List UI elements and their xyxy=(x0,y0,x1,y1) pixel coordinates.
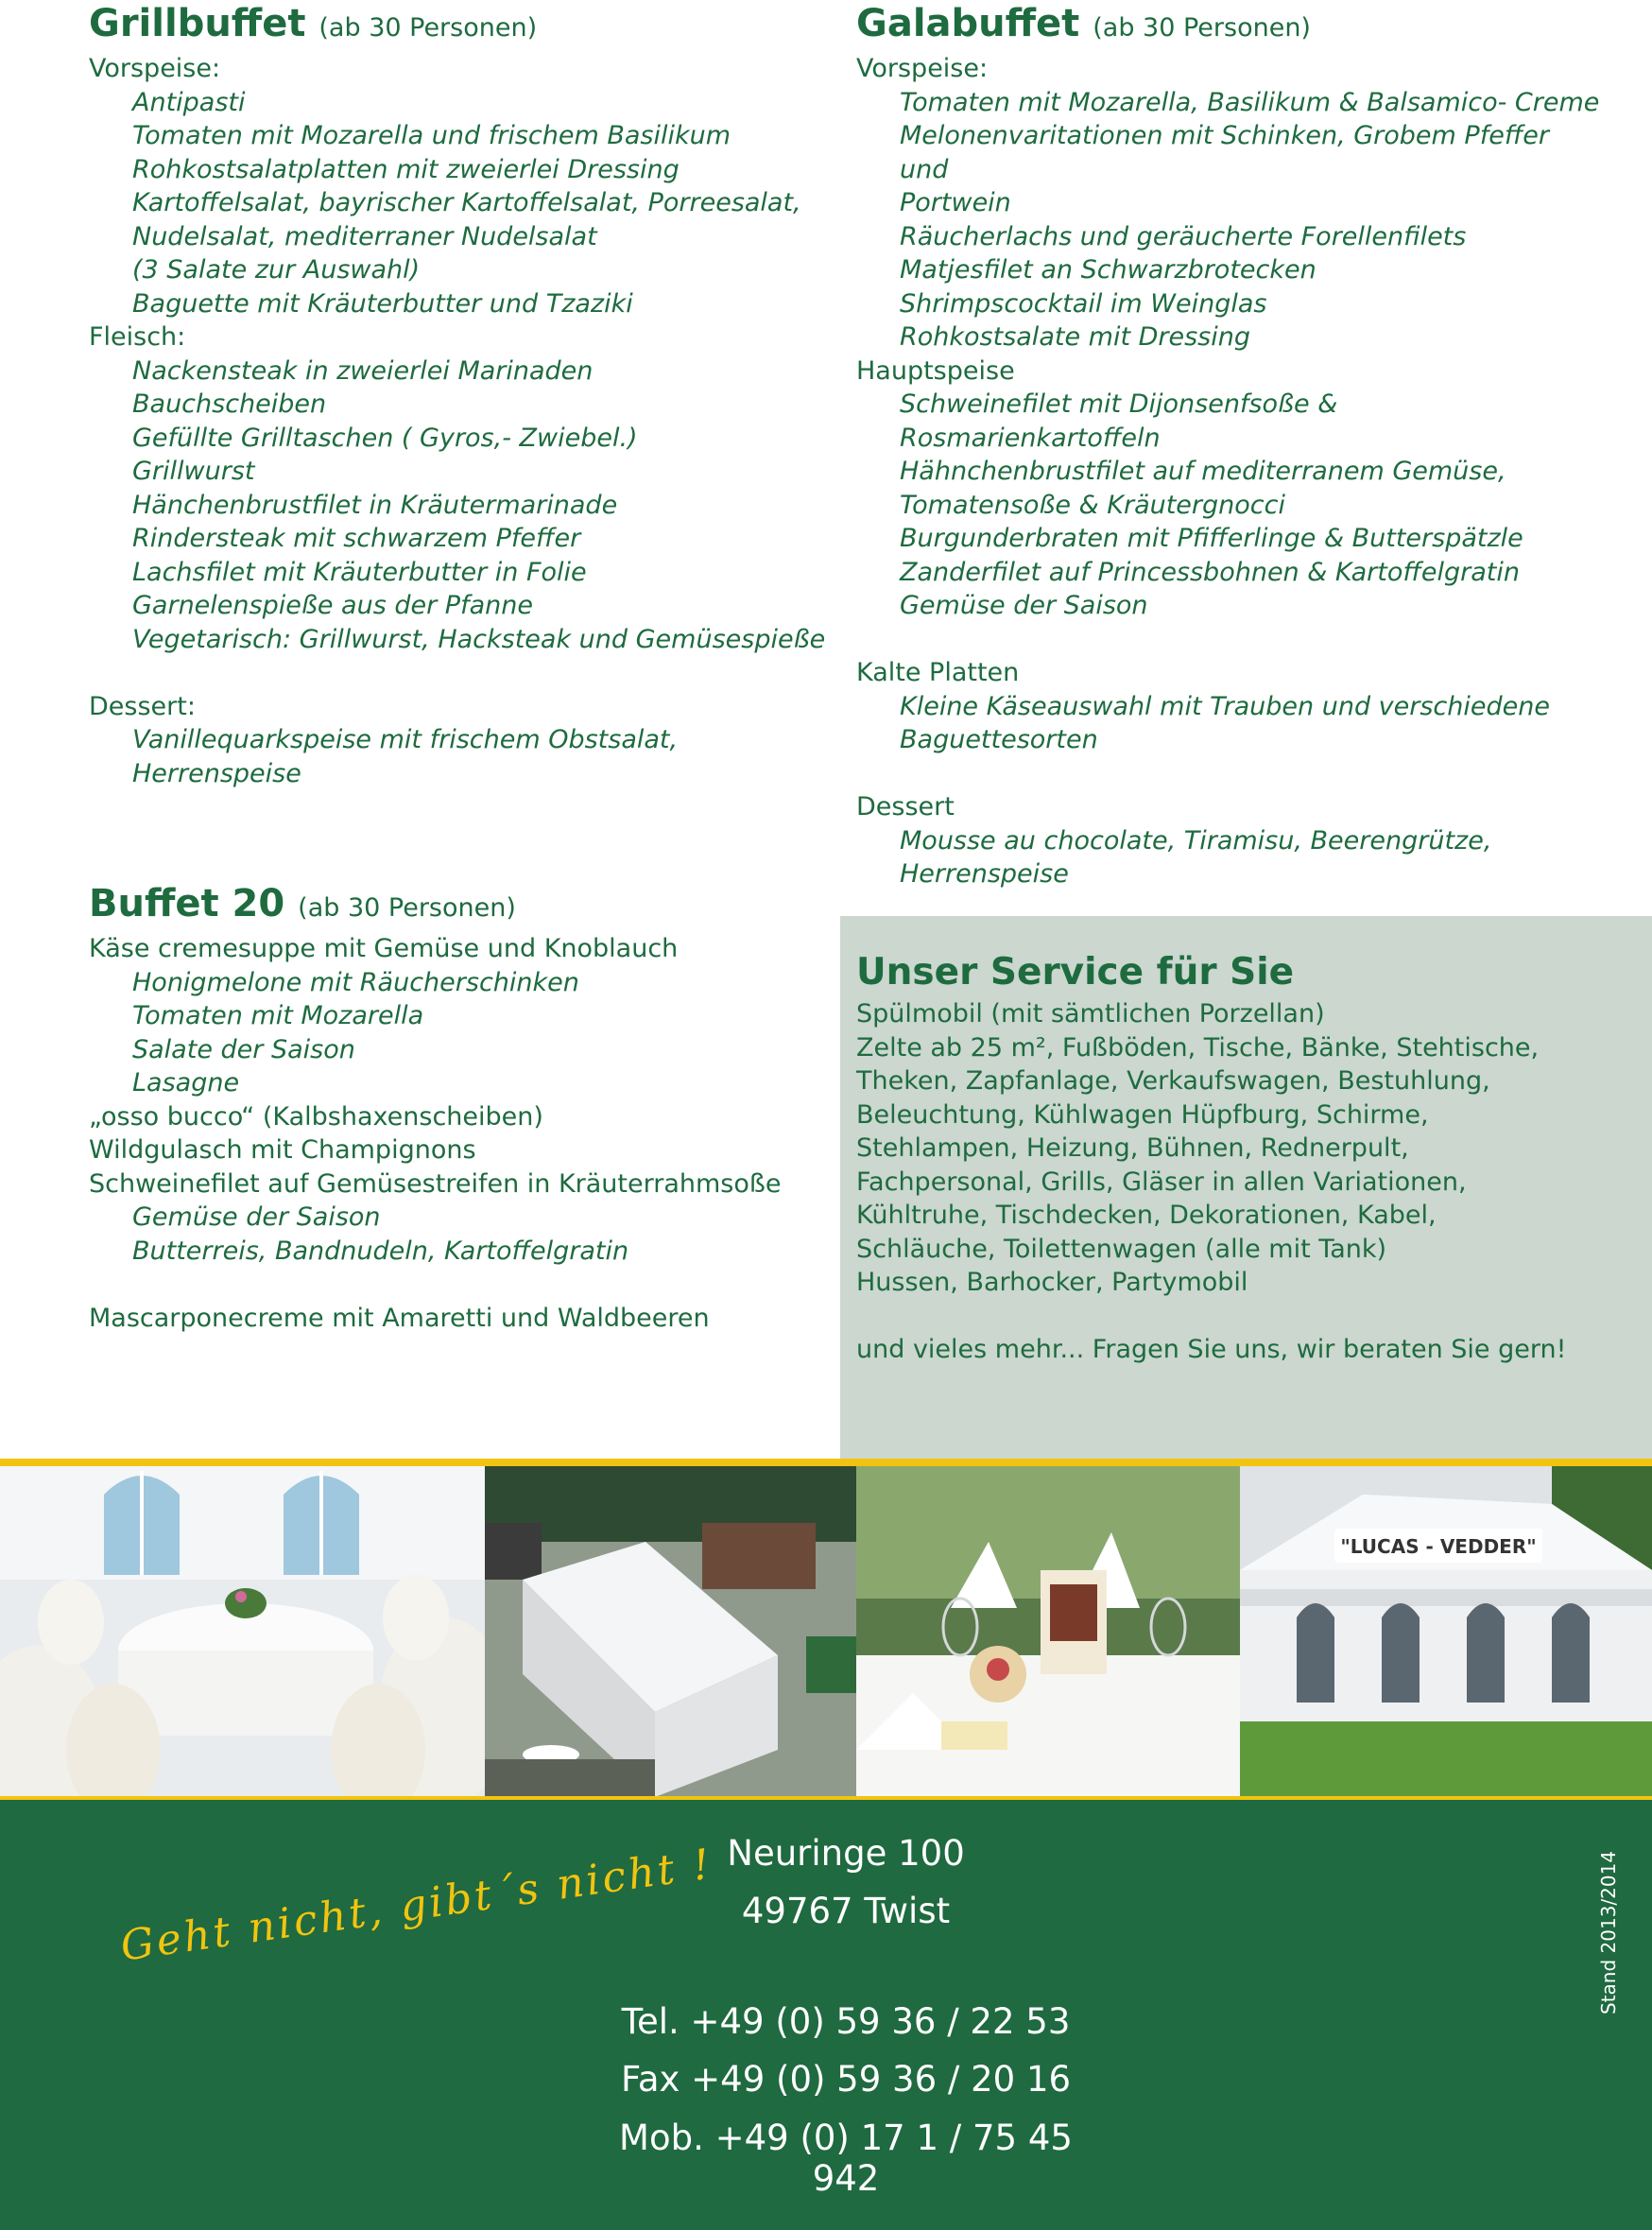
menu-item: Matjesfilet an Schwarzbrotecken xyxy=(900,255,1316,285)
service-line: Hussen, Barhocker, Partymobil xyxy=(856,1268,1248,1297)
menu-item: Nackensteak in zweierlei Marinaden xyxy=(132,355,594,386)
service-list xyxy=(856,997,1636,1300)
grillbuffet-dessert-list xyxy=(89,723,845,790)
menu-item: Baguette mit Kräuterbutter und Tzaziki xyxy=(132,288,633,319)
menu-item: Tomatensoße & Kräutergnocci xyxy=(900,490,1285,520)
menu-item: Käse cremesuppe mit Gemüse und Knoblauch xyxy=(89,934,679,963)
menu-item: Tomaten mit Mozarella und frischem Basilikum xyxy=(132,121,731,150)
menu-item: Zanderfilet auf Princessbohnen & Kartoffelgratin xyxy=(900,557,1520,587)
photo-tent-exterior xyxy=(1240,1466,1652,1800)
tent-sign-text: "LUCAS - VEDDER" xyxy=(1340,1535,1537,1558)
grillbuffet-fleisch-list xyxy=(89,354,845,657)
buffet20-list xyxy=(89,932,845,1268)
menu-item: Bauchscheiben xyxy=(132,389,327,419)
galabuffet-dessert-list xyxy=(856,824,1603,891)
menu-item: (3 Salate zur Auswahl) xyxy=(132,255,421,285)
slogan: Geht nicht, gibt´s nicht ! xyxy=(117,1840,716,1971)
galabuffet-subtitle: (ab 30 Personen) xyxy=(1093,13,1311,43)
address-street: Neuringe 100 xyxy=(727,1833,965,1874)
phone-number: Tel. +49 (0) 59 36 / 22 53 xyxy=(621,2001,1071,2042)
menu-item: Garnelenspieße aus der Pfanne xyxy=(132,591,533,620)
menu-item: Herrenspeise xyxy=(900,859,1069,889)
galabuffet-dessert-label: Dessert xyxy=(856,792,955,821)
menu-item: Burgunderbraten mit Pfifferlinge & Butterspätzle xyxy=(900,524,1523,553)
menu-item: Lasagne xyxy=(132,1068,240,1098)
menu-item: Schweinefilet auf Gemüsestreifen in Kräuterrahmsoße xyxy=(89,1168,782,1199)
menu-item: Rohkostsalate mit Dressing xyxy=(900,322,1250,352)
galabuffet-title-text: Galabuffet xyxy=(856,2,1080,45)
menu-item: Melonenvaritationen mit Schinken, Grobem Pfeffer und xyxy=(900,121,1550,184)
menu-item: Kleine Käseauswahl mit Trauben und verschiedene xyxy=(900,691,1550,721)
menu-item: Honigmelone mit Räucherschinken xyxy=(132,967,579,997)
menu-item: Lachsfilet mit Kräuterbutter in Folie xyxy=(132,557,587,587)
galabuffet-title xyxy=(856,0,1603,52)
menu-item: Nudelsalat, mediterraner Nudelsalat xyxy=(132,221,597,251)
buffet20-dessert: Mascarponecreme mit Amaretti und Waldbeeren xyxy=(89,1303,710,1333)
menu-item: Baguettesorten xyxy=(900,725,1098,754)
menu-item: „osso bucco“ (Kalbshaxenscheiben) xyxy=(89,1101,543,1132)
photo-banquet-hall xyxy=(0,1466,485,1800)
service-line: Fachpersonal, Grills, Gläser in allen Variationen, xyxy=(856,1167,1467,1197)
galabuffet-vorspeise-label: Vorspeise: xyxy=(856,54,989,83)
grillbuffet-vorspeise-list xyxy=(89,86,845,321)
menu-item: Hähnchenbrustfilet auf mediterranem Gemüse, xyxy=(900,457,1506,486)
menu-item: Kartoffelsalat, bayrischer Kartoffelsalat, Porreesalat, xyxy=(132,188,801,217)
menu-item: Butterreis, Bandnudeln, Kartoffelgratin xyxy=(132,1236,629,1266)
grillbuffet-title-text: Grillbuffet xyxy=(89,2,306,45)
menu-item: Räucherlachs und geräucherte Forellenfilets xyxy=(900,221,1467,251)
menu-item: Rindersteak mit schwarzem Pfeffer xyxy=(132,524,581,553)
menu-item: Hänchenbrustfilet in Kräutermarinade xyxy=(132,490,618,520)
photo-strip xyxy=(0,1466,1652,1800)
menu-item: Schweinefilet mit Dijonsenfsoße & Rosmarienkartoffeln xyxy=(900,389,1338,453)
menu-item: Tomaten mit Mozarella xyxy=(132,1001,424,1030)
menu-item: Wildgulasch mit Champignons xyxy=(89,1135,476,1165)
service-closing: und vieles mehr... Fragen Sie uns, wir beraten Sie gern! xyxy=(856,1335,1567,1364)
buffet20-subtitle: (ab 30 Personen) xyxy=(298,893,516,923)
mobile-number: Mob. +49 (0) 17 1 / 75 45 942 xyxy=(619,2118,1073,2199)
menu-item: Portwein xyxy=(900,188,1011,217)
grillbuffet-fleisch-label: Fleisch: xyxy=(89,322,186,352)
galabuffet-kalt-label: Kalte Platten xyxy=(856,658,1020,687)
menu-item: Mousse au chocolate, Tiramisu, Beerengrütze, xyxy=(900,825,1492,856)
service-line: Theken, Zapfanlage, Verkaufswagen, Bestuhlung, xyxy=(856,1066,1490,1096)
grillbuffet-title xyxy=(89,0,845,52)
menu-item: Vegetarisch: Grillwurst, Hacksteak und Gemüsespieße xyxy=(132,624,826,654)
footer xyxy=(0,1800,1652,2230)
grillbuffet-vorspeise-label: Vorspeise: xyxy=(89,54,221,83)
menu-item: Shrimpscocktail im Weinglas xyxy=(900,288,1267,319)
menu-item: Gefüllte Grilltaschen ( Gyros,- Zwiebel.) xyxy=(132,423,638,453)
galabuffet-vorspeise-list xyxy=(856,86,1603,354)
service-line: Spülmobil (mit sämtlichen Porzellan) xyxy=(856,999,1325,1029)
buffet20-title xyxy=(89,880,845,932)
galabuffet-haupt-list xyxy=(856,388,1603,623)
menu-item: Gemüse der Saison xyxy=(132,1202,381,1232)
menu-item: Salate der Saison xyxy=(132,1034,355,1064)
menu-item: Tomaten mit Mozarella, Basilikum & Balsamico- Creme xyxy=(900,87,1600,117)
menu-item: Grillwurst xyxy=(132,457,255,486)
fax-number: Fax +49 (0) 59 36 / 20 16 xyxy=(620,2059,1072,2100)
grillbuffet-section xyxy=(89,0,845,790)
menu-item: Rohkostsalatplatten mit zweierlei Dressing xyxy=(132,154,680,184)
top-accent-line xyxy=(0,1459,1652,1466)
service-line: Stehlampen, Heizung, Bühnen, Rednerpult, xyxy=(856,1133,1409,1163)
service-line: Kühltruhe, Tischdecken, Dekorationen, Kabel, xyxy=(856,1201,1437,1230)
photo-table-setting xyxy=(856,1466,1240,1800)
menu-item: Antipasti xyxy=(132,87,246,117)
service-line: Beleuchtung, Kühlwagen Hüpfburg, Schirme, xyxy=(856,1099,1429,1130)
galabuffet-kalt-list xyxy=(856,690,1603,757)
grillbuffet-dessert-label: Dessert: xyxy=(89,691,196,721)
service-box xyxy=(840,916,1652,1461)
service-title: Unser Service für Sie xyxy=(856,951,1295,994)
photo-tent-aerial xyxy=(485,1466,856,1800)
galabuffet-section xyxy=(856,0,1603,891)
galabuffet-haupt-label: Hauptspeise xyxy=(856,355,1015,386)
menu-item: Vanillequarkspeise mit frischem Obstsalat, Herrenspeise xyxy=(132,725,679,788)
service-line: Zelte ab 25 m², Fußböden, Tische, Bänke, Stehtische, xyxy=(856,1032,1540,1063)
stand-note: Stand 2013/2014 xyxy=(1597,1850,1620,2014)
buffet20-section xyxy=(89,880,845,1335)
address-city: 49767 Twist xyxy=(741,1891,951,1931)
grillbuffet-subtitle: (ab 30 Personen) xyxy=(318,13,538,43)
buffet20-title-text: Buffet 20 xyxy=(89,882,285,925)
service-line: Schläuche, Toilettenwagen (alle mit Tank) xyxy=(856,1234,1387,1264)
menu-item: Gemüse der Saison xyxy=(900,591,1148,620)
